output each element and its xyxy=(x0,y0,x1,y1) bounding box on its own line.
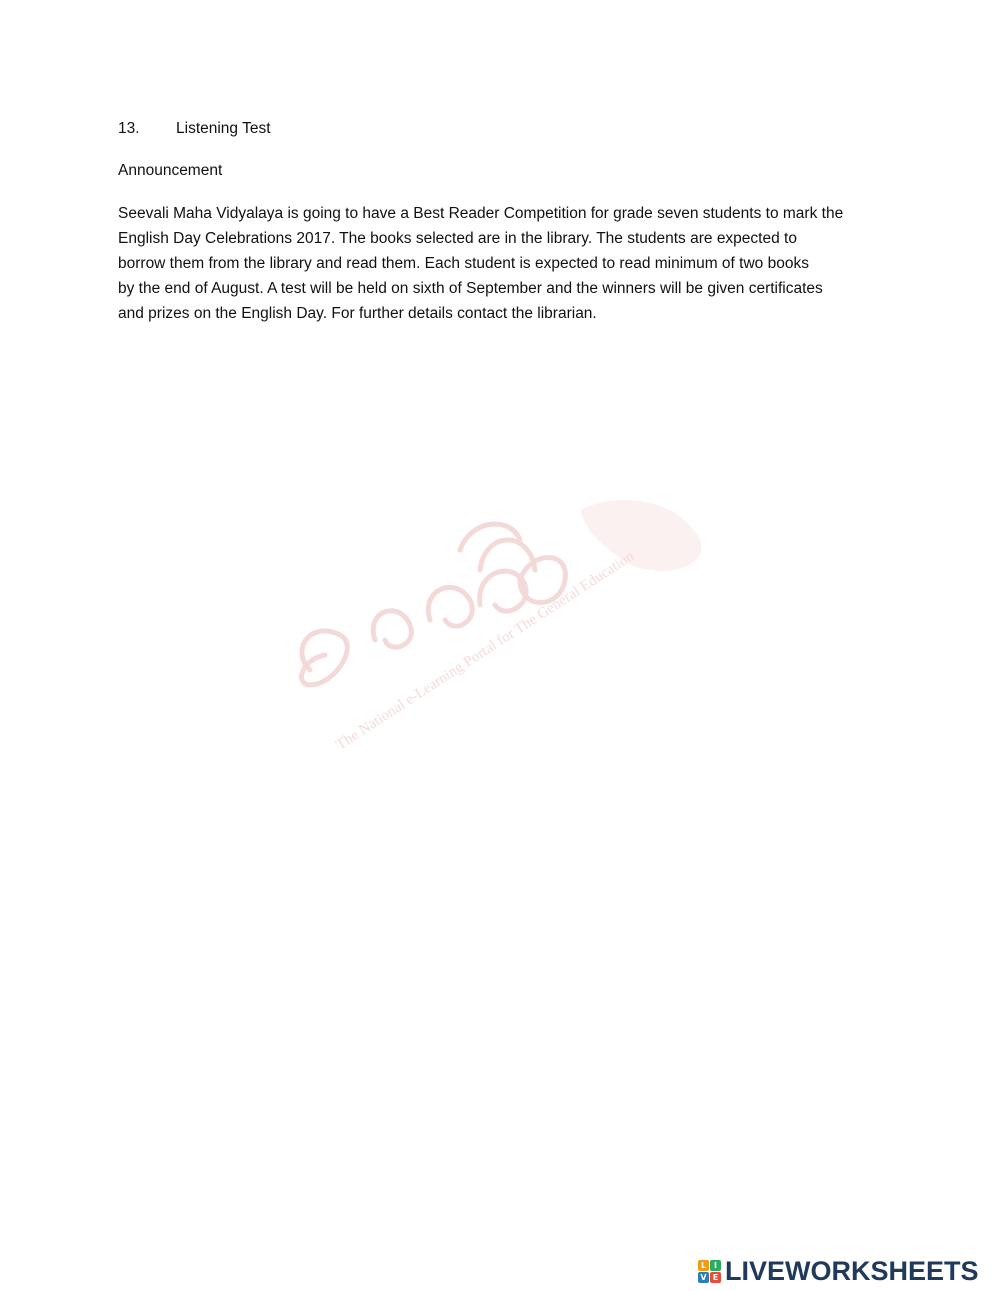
paragraph-line: Seevali Maha Vidyalaya is going to have a Best Reader Competition for grade seven students to mark the xyxy=(118,205,844,222)
logo-letter: I xyxy=(710,1260,721,1271)
question-number: 13. xyxy=(118,120,140,137)
question-title: Listening Test xyxy=(176,120,271,137)
announcement-paragraph xyxy=(118,201,898,326)
logo-letter: E xyxy=(710,1272,721,1283)
paragraph-line: English Day Celebrations 2017. The books selected are in the library. The students are expected to xyxy=(118,230,797,247)
brand-name: LIVEWORKSHEETS xyxy=(725,1256,979,1286)
liveworksheets-logo-icon xyxy=(698,1260,721,1283)
logo-letter: V xyxy=(698,1272,709,1283)
logo-letter: L xyxy=(698,1260,709,1271)
section-title: Announcement xyxy=(118,162,223,179)
paragraph-line: by the end of August. A test will be held on sixth of September and the winners will be given certificates xyxy=(118,280,823,297)
question-heading xyxy=(118,119,271,139)
e-thaksalawa-logo-icon xyxy=(280,470,740,790)
watermark-tagline: The National e-Learning Portal for The General Education xyxy=(333,548,638,754)
liveworksheets-branding xyxy=(698,1256,979,1286)
paragraph-line: borrow them from the library and read them. Each student is expected to read minimum of two books xyxy=(118,255,809,272)
paragraph-line: and prizes on the English Day. For further details contact the librarian. xyxy=(118,305,597,322)
